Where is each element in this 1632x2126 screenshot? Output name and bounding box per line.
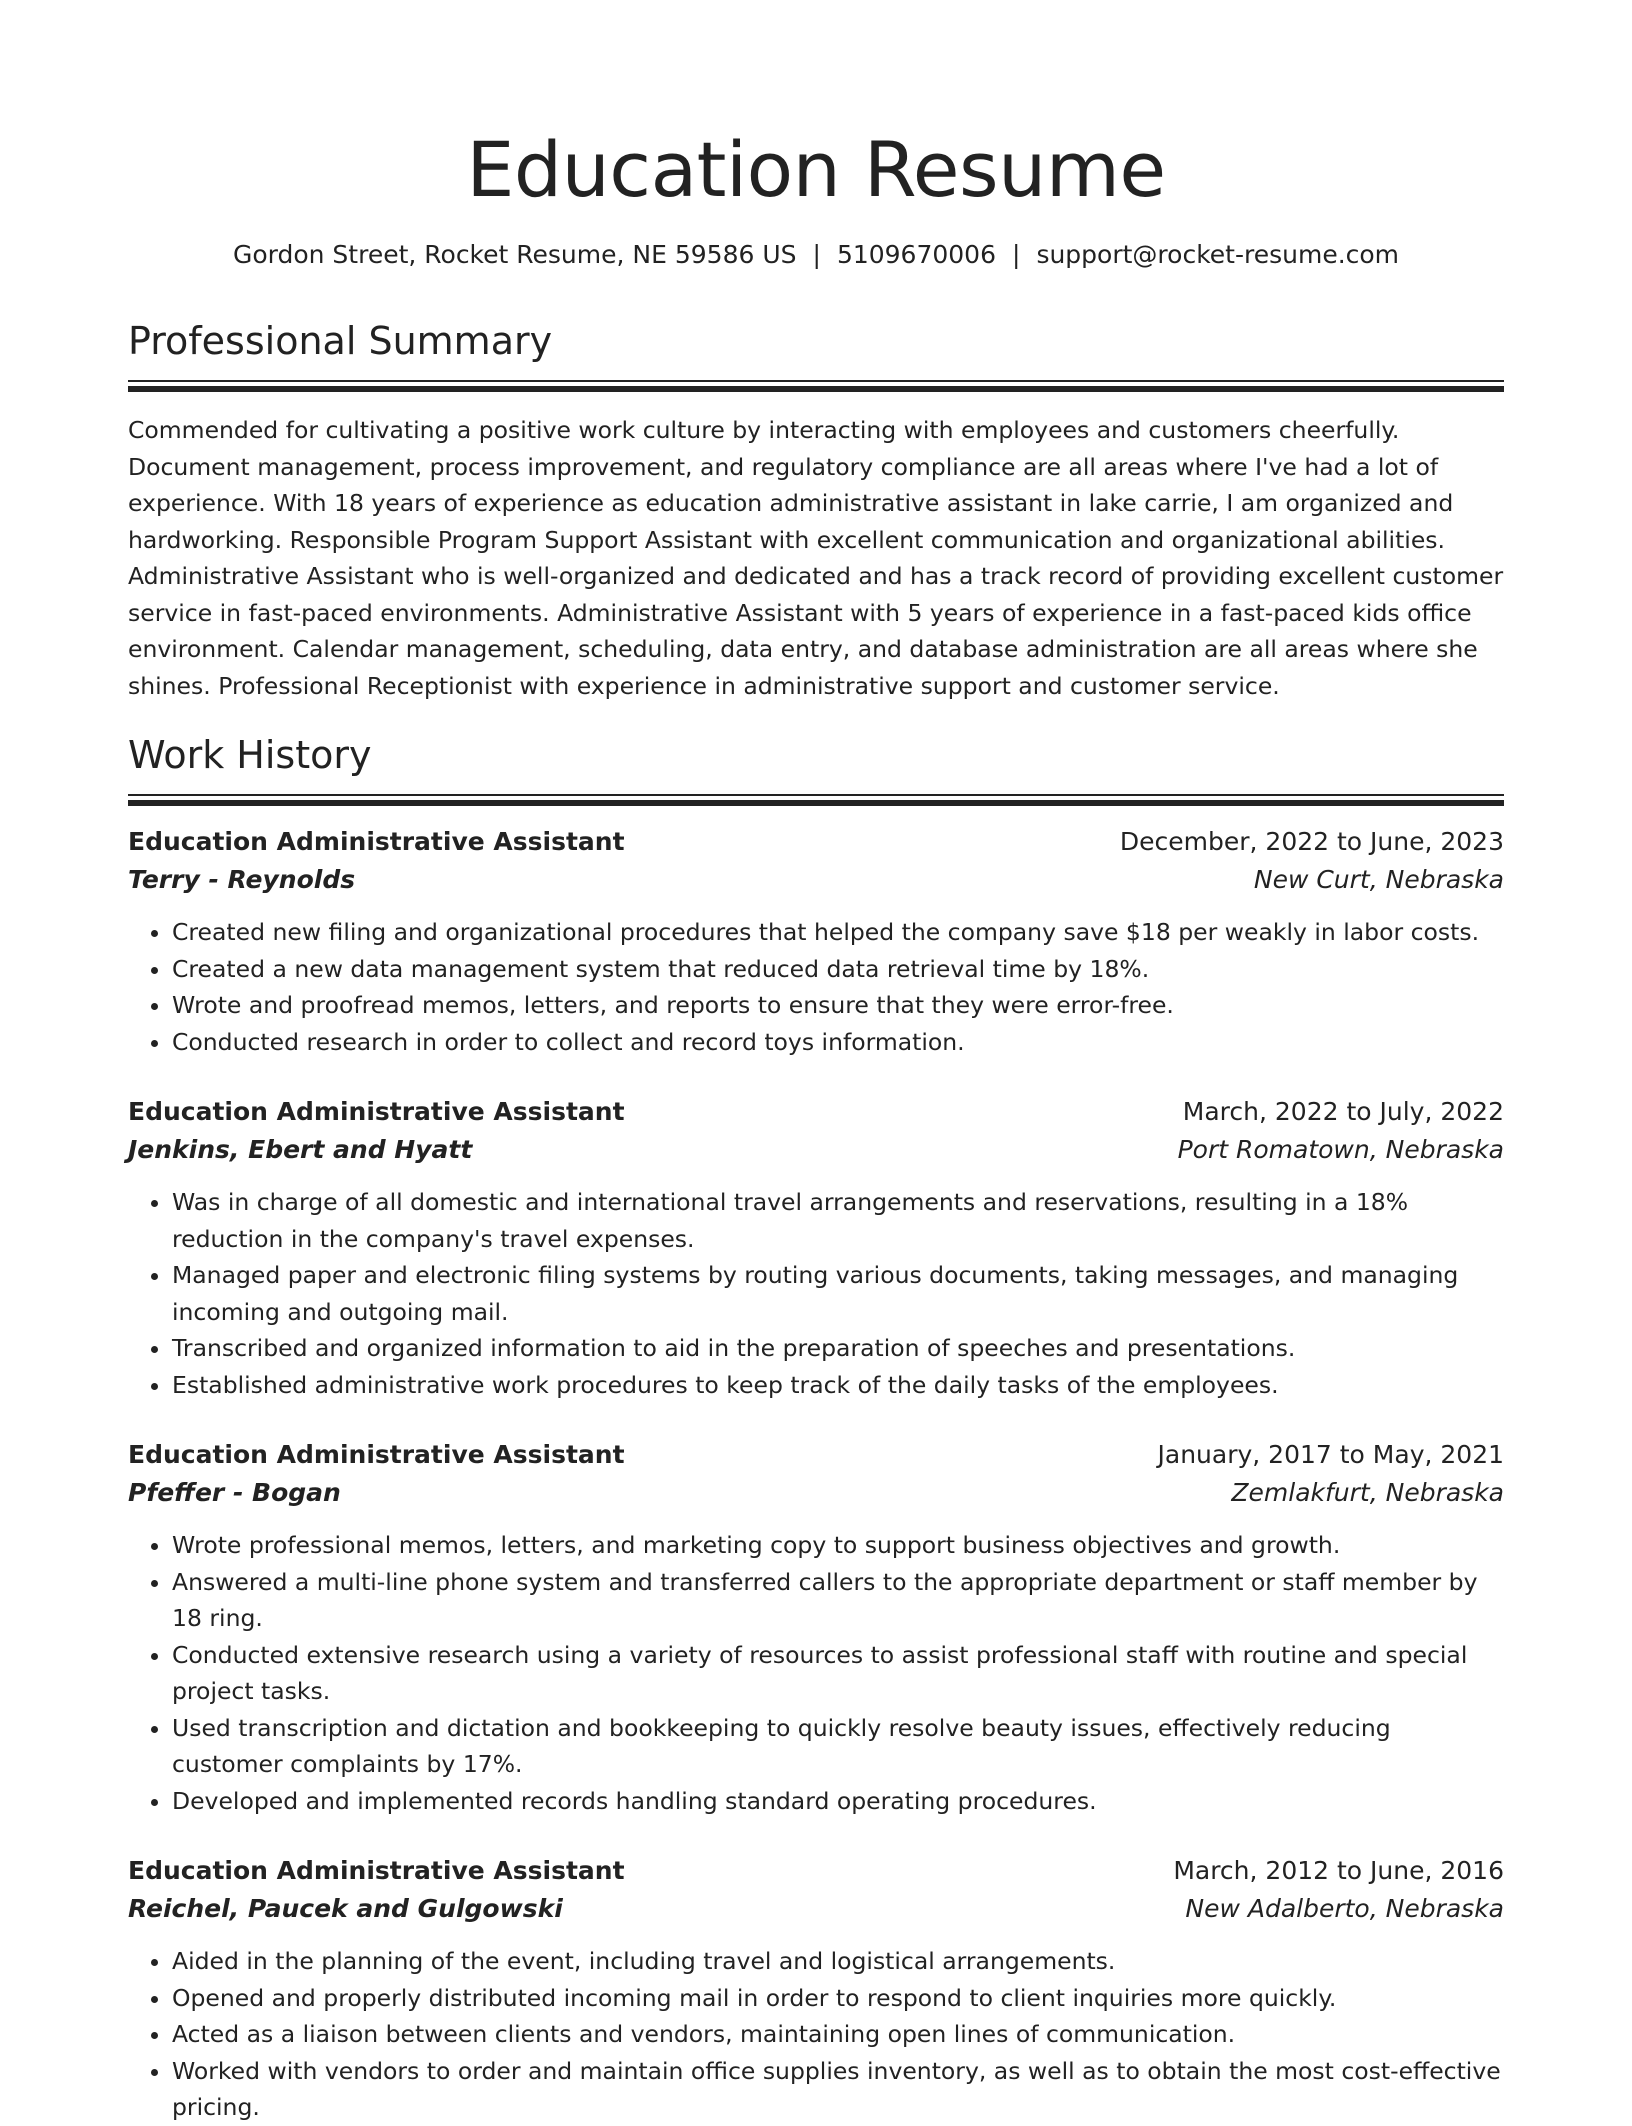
job-entry: [128, 824, 1504, 1060]
job-entry: [128, 1094, 1504, 1403]
job-bullet-list: [128, 1184, 1504, 1403]
job-company: Reichel, Paucek and Gulgowski: [128, 1894, 563, 1923]
job-bullet-list: [128, 1943, 1504, 2126]
job-bullet: • Established administrative work procedures to keep track of the daily tasks of the employees.: [172, 1367, 1504, 1404]
job-bullet: • Transcribed and organized information to aid in the preparation of speeches and presentations.: [172, 1330, 1504, 1367]
job-company-row: [128, 1473, 1504, 1513]
job-bullet: • Conducted research in order to collect and record toys information.: [172, 1024, 1504, 1061]
summary-text: Commended for cultivating a positive work culture by interacting with employees and customers cheerfully. Document management, process improvement, and regulatory compliance are all areas where I've had a lot of experience. With 18 years of experience as education administrative assistant in lake carrie, I am organized and hardworking. Responsible Program Support Assistant with excellent communication and organizational abilities. Administrative Assistant who is well-organized and dedicated and has a track record of providing excellent customer service in fast-paced environments. Administrative Assistant with 5 years of experience in a fast-paced kids office environment. Calendar management, scheduling, data entry, and database administration are all areas where she shines. Professional Receptionist with experience in administrative support and customer service.: [128, 416, 1504, 700]
job-company: Jenkins, Ebert and Hyatt: [128, 1135, 473, 1164]
job-bullet: • Used transcription and dictation and bookkeeping to quickly resolve beauty issues, effectively reducing customer complaints by 17%.: [172, 1710, 1504, 1783]
job-bullet: • Wrote and proofread memos, letters, and reports to ensure that they were error-free.: [172, 987, 1504, 1024]
work-history-section: [128, 730, 1504, 2126]
job-header-row: [128, 1853, 1504, 1889]
job-company-row: [128, 1130, 1504, 1170]
job-bullet: • Conducted extensive research using a variety of resources to assist professional staff with routine and special project tasks.: [172, 1637, 1504, 1710]
job-title: Education Administrative Assistant: [128, 827, 625, 856]
job-bullet: • Opened and properly distributed incoming mail in order to respond to client inquiries more quickly.: [172, 1980, 1504, 2017]
contact-separator: |: [812, 240, 821, 269]
professional-summary-section: [128, 316, 1504, 704]
contact-line: [128, 238, 1504, 272]
section-title-work-history: Work History: [128, 733, 372, 777]
job-bullet: • Was in charge of all domestic and international travel arrangements and reservations, resulting in a 18% reduction in the company's travel expenses.: [172, 1184, 1504, 1257]
job-company: Pfeffer - Bogan: [128, 1478, 341, 1507]
job-title: Education Administrative Assistant: [128, 1097, 625, 1126]
job-dates: March, 2022 to July, 2022: [1182, 1097, 1504, 1126]
job-bullet: • Answered a multi-line phone system and transferred callers to the appropriate department or staff member by 18 ring.: [172, 1564, 1504, 1637]
contact-phone: 5109670006: [836, 240, 996, 269]
job-bullet-list: [128, 914, 1504, 1060]
contact-email: support@rocket-resume.com: [1036, 240, 1400, 269]
job-bullet: • Aided in the planning of the event, including travel and logistical arrangements.: [172, 1943, 1504, 1980]
job-location: Port Romatown, Nebraska: [1177, 1135, 1504, 1164]
section-title-summary: Professional Summary: [128, 319, 553, 363]
job-entry: [128, 1437, 1504, 1819]
job-dates: March, 2012 to June, 2016: [1173, 1856, 1504, 1885]
job-location: New Curt, Nebraska: [1253, 865, 1504, 894]
job-bullet: • Worked with vendors to order and maintain office supplies inventory, as well as to obtain the most cost-effective pricing.: [172, 2053, 1504, 2126]
job-bullet: • Managed paper and electronic filing systems by routing various documents, taking messages, and managing incoming and outgoing mail.: [172, 1257, 1504, 1330]
contact-separator: |: [1012, 240, 1021, 269]
job-company: Terry - Reynolds: [128, 865, 356, 894]
job-location: New Adalberto, Nebraska: [1185, 1894, 1504, 1923]
job-bullet: • Acted as a liaison between clients and vendors, maintaining open lines of communication.: [172, 2016, 1504, 2053]
job-header-row: [128, 1437, 1504, 1473]
job-entry: [128, 1853, 1504, 2126]
job-bullet: • Created new filing and organizational procedures that helped the company save $18 per weakly in labor costs.: [172, 914, 1504, 951]
job-header-row: [128, 824, 1504, 860]
job-bullet: • Wrote professional memos, letters, and marketing copy to support business objectives and growth.: [172, 1527, 1504, 1564]
job-location: Zemlakfurt, Nebraska: [1231, 1478, 1504, 1507]
job-dates: December, 2022 to June, 2023: [1119, 827, 1504, 856]
job-header-row: [128, 1094, 1504, 1130]
job-bullet: • Developed and implemented records handling standard operating procedures.: [172, 1783, 1504, 1820]
resume-name: Education Resume: [466, 125, 1166, 214]
contact-address: Gordon Street, Rocket Resume, NE 59586 US: [232, 240, 797, 269]
job-dates: January, 2017 to May, 2021: [1157, 1440, 1504, 1469]
job-bullet: • Created a new data management system that reduced data retrieval time by 18%.: [172, 951, 1504, 988]
job-company-row: [128, 1889, 1504, 1929]
job-company-row: [128, 860, 1504, 900]
section-divider: [128, 794, 1504, 806]
job-title: Education Administrative Assistant: [128, 1856, 625, 1885]
job-title: Education Administrative Assistant: [128, 1440, 625, 1469]
section-divider: [128, 380, 1504, 392]
job-bullet-list: [128, 1527, 1504, 1819]
